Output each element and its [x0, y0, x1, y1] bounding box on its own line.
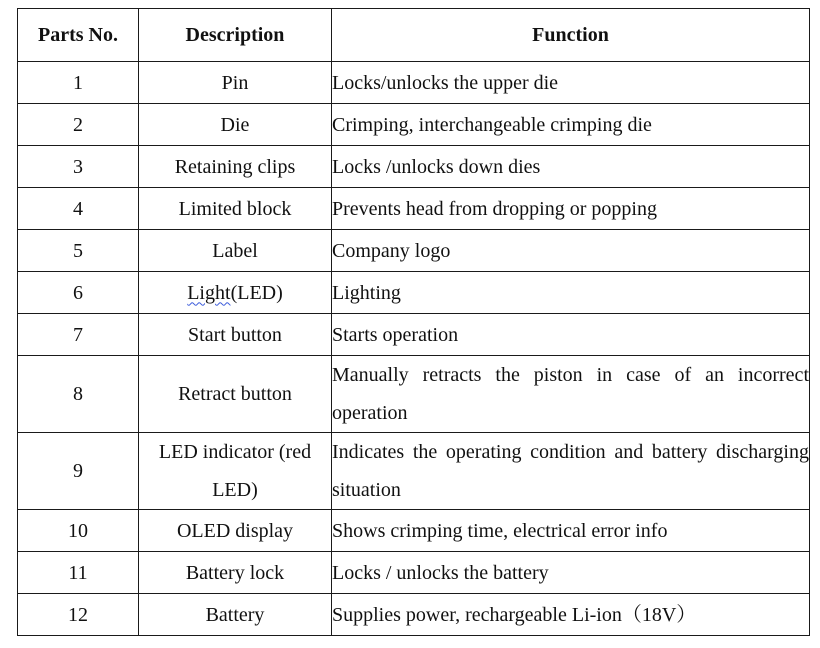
part-function: Shows crimping time, electrical error info	[332, 510, 810, 552]
part-function: Manually retracts the piston in case of an incorrect operation	[332, 356, 810, 433]
header-parts-no: Parts No.	[18, 9, 139, 62]
header-row	[18, 9, 810, 62]
table-row	[18, 230, 810, 272]
part-number: 7	[18, 314, 139, 356]
part-description: Limited block	[139, 188, 332, 230]
spellcheck-underlined-word: Light	[187, 281, 231, 304]
part-number: 11	[18, 552, 139, 594]
part-number: 12	[18, 594, 139, 636]
part-function: Company logo	[332, 230, 810, 272]
part-description	[139, 272, 332, 314]
part-description: Start button	[139, 314, 332, 356]
part-number: 5	[18, 230, 139, 272]
description-suffix: (LED)	[230, 281, 283, 304]
table-row	[18, 356, 810, 433]
part-description: Battery lock	[139, 552, 332, 594]
header-function: Function	[332, 9, 810, 62]
table-row	[18, 188, 810, 230]
table-row	[18, 314, 810, 356]
table-row	[18, 552, 810, 594]
part-function: Indicates the operating condition and battery discharging situation	[332, 433, 810, 510]
part-function: Lighting	[332, 272, 810, 314]
table-row	[18, 272, 810, 314]
part-number: 2	[18, 104, 139, 146]
part-number: 9	[18, 433, 139, 510]
part-description: LED indicator (red LED)	[139, 433, 332, 510]
part-function: Locks / unlocks the battery	[332, 552, 810, 594]
part-description: Retaining clips	[139, 146, 332, 188]
table-row	[18, 62, 810, 104]
header-description: Description	[139, 9, 332, 62]
table-row	[18, 433, 810, 510]
part-description: Battery	[139, 594, 332, 636]
part-function: Locks/unlocks the upper die	[332, 62, 810, 104]
table-row	[18, 104, 810, 146]
table-row	[18, 510, 810, 552]
part-function: Prevents head from dropping or popping	[332, 188, 810, 230]
part-function: Locks /unlocks down dies	[332, 146, 810, 188]
part-description: Retract button	[139, 356, 332, 433]
part-number: 6	[18, 272, 139, 314]
part-number: 4	[18, 188, 139, 230]
part-function: Crimping, interchangeable crimping die	[332, 104, 810, 146]
part-description: Pin	[139, 62, 332, 104]
part-function: Supplies power, rechargeable Li-ion（18V）	[332, 594, 810, 636]
table-row	[18, 146, 810, 188]
part-function: Starts operation	[332, 314, 810, 356]
table-row	[18, 594, 810, 636]
part-description: OLED display	[139, 510, 332, 552]
part-number: 3	[18, 146, 139, 188]
part-description: Die	[139, 104, 332, 146]
part-number: 8	[18, 356, 139, 433]
part-number: 10	[18, 510, 139, 552]
parts-table	[17, 8, 810, 636]
part-number: 1	[18, 62, 139, 104]
part-description: Label	[139, 230, 332, 272]
